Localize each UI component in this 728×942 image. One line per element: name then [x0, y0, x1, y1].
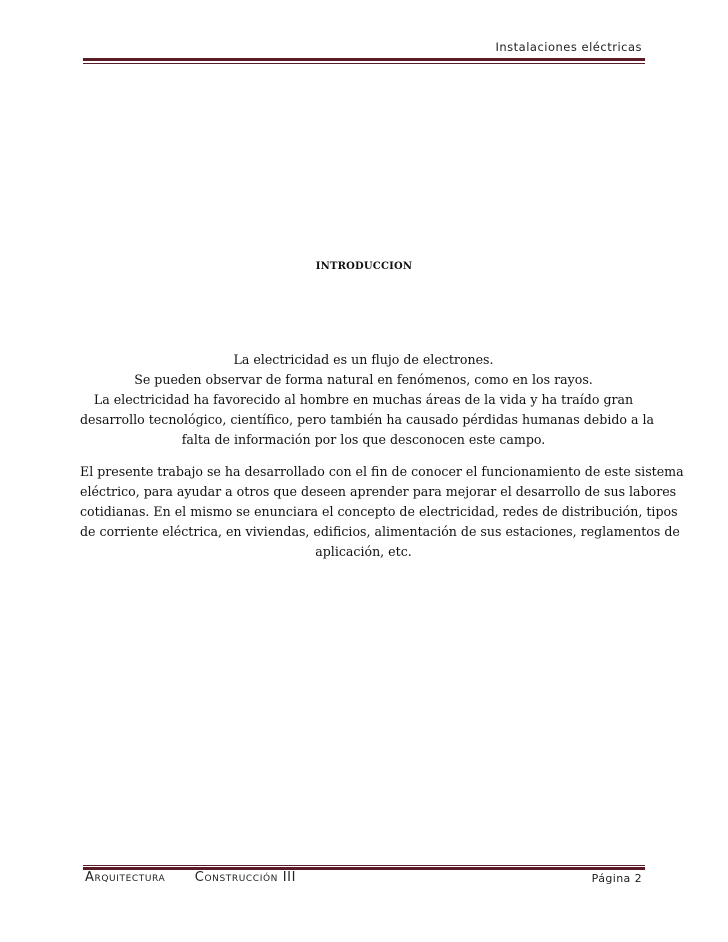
body-line: de corriente eléctrica, en viviendas, edificios, alimentación de sus estaciones, reglamentos de — [80, 524, 680, 539]
intro-line: desarrollo tecnológico, científico, pero también ha causado pérdidas humanas debido a la — [80, 412, 655, 427]
header-title: Instalaciones eléctricas — [495, 40, 642, 54]
footer-rule-thin — [83, 865, 645, 866]
intro-line: falta de información por los que desconocen este campo. — [181, 432, 546, 447]
footer-page-number: Página 2 — [591, 872, 642, 885]
body-line: cotidianas. En el mismo se enunciara el concepto de electricidad, redes de distribución, tipos — [80, 504, 678, 519]
body-line: eléctrico, para ayudar a otros que deseen aprender para mejorar el desarrollo de sus labores — [80, 484, 677, 499]
body-line: El presente trabajo se ha desarrollado con el fin de conocer el funcionamiento de este sistema — [80, 464, 684, 479]
footer-left — [85, 870, 296, 885]
section-heading: INTRODUCCION — [315, 261, 413, 272]
intro-line: La electricidad es un flujo de electrones. — [233, 352, 494, 367]
body-line: aplicación, etc. — [315, 544, 412, 559]
intro-line: La electricidad ha favorecido al hombre en muchas áreas de la vida y ha traído gran — [93, 392, 634, 407]
body-paragraph — [80, 462, 684, 562]
header-rule-thick — [83, 58, 645, 61]
intro-paragraph — [80, 350, 655, 450]
intro-line: Se pueden observar de forma natural en fenómenos, como en los rayos. — [134, 372, 593, 387]
footer-faculty: Arquitectura — [85, 870, 166, 885]
footer-course: Construcción III — [194, 870, 296, 885]
header-rule-thin — [83, 63, 645, 64]
